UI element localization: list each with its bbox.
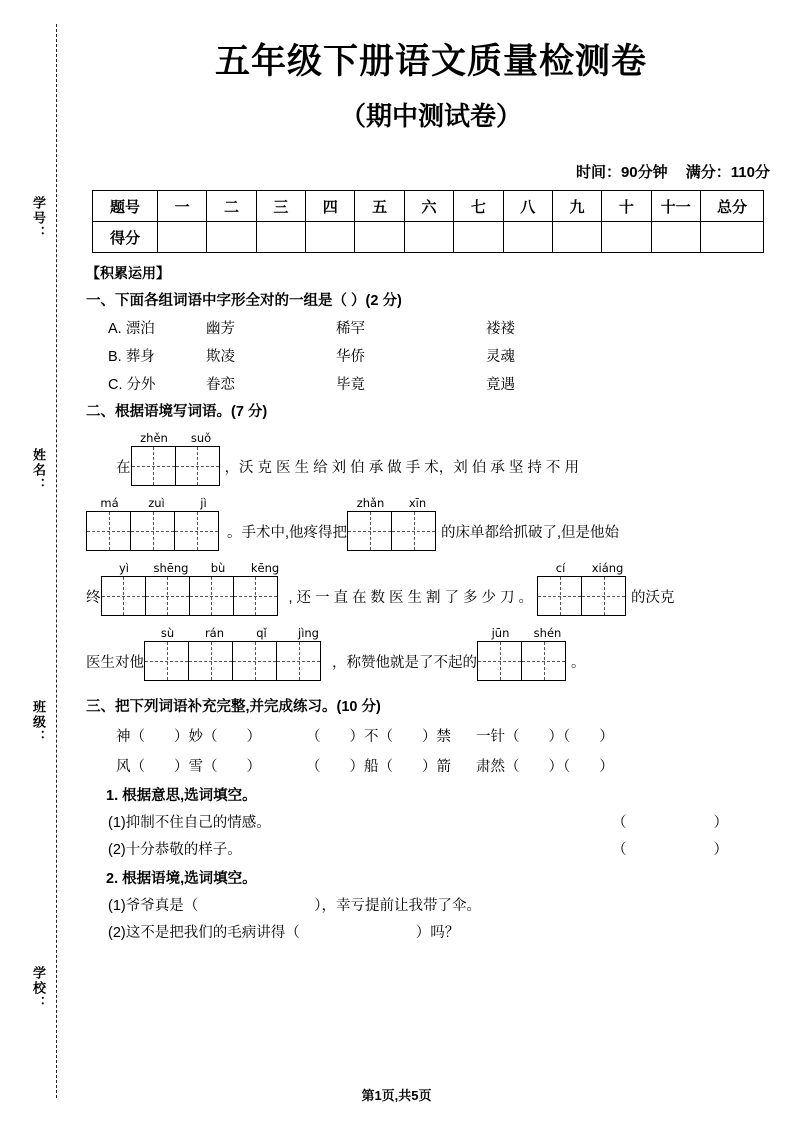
writing-cell[interactable] (174, 511, 219, 551)
option-c-label: C. 分外 (108, 377, 156, 393)
writing-cell[interactable] (233, 576, 278, 616)
page-footer: 第1页,共5页 (361, 1088, 432, 1103)
idiom-4[interactable]: 风（ ）雪（ ） (116, 759, 261, 775)
pinyin-yi: yì (118, 561, 129, 575)
q2-line-2-tail: 的床单都给抓破了,但是他始 (441, 525, 620, 541)
score-table-col-8: 八 (503, 191, 552, 222)
score-table-header-label: 题号 (93, 191, 158, 222)
exam-meta (86, 161, 776, 182)
writing-cell[interactable] (189, 576, 234, 616)
q3-sub1-item-1-text: (1)抑制不住自己的情感。 (108, 815, 271, 831)
section-tag-accumulation: 【积累运用】 (86, 265, 170, 281)
q2-line-2-grid-a[interactable] (86, 496, 227, 551)
score-cell-3[interactable] (256, 222, 305, 253)
pinyin-jun: jūn (491, 626, 510, 640)
pinyin-zhen: zhěn (140, 431, 168, 445)
q2-line-4-grid-a[interactable] (144, 626, 332, 681)
option-a-word-4: 褛褛 (486, 321, 515, 337)
q2-line-1-tail: ，沃 克 医 生 给 刘 伯 承 做 手 术，刘 伯 承 坚 持 不 用 (224, 460, 579, 476)
writing-cell[interactable] (130, 511, 175, 551)
pinyin-ma: má (100, 496, 119, 510)
q2-line-3-grid-a[interactable] (101, 561, 289, 616)
idiom-1[interactable]: 神（ ）妙（ ） (116, 729, 261, 745)
q2-line-3-grid-b[interactable] (537, 561, 631, 616)
pinyin-xin: xīn (408, 496, 427, 510)
score-cell-2[interactable] (207, 222, 256, 253)
q3-sub2-item-2[interactable] (86, 921, 776, 942)
idiom-6[interactable]: 肃然（ ）（ ） (476, 759, 614, 775)
writing-cell[interactable] (581, 576, 626, 616)
q2-line-3 (86, 561, 776, 616)
exam-time: 时间：90分钟 (575, 164, 668, 181)
score-cell-4[interactable] (306, 222, 355, 253)
writing-cell[interactable] (144, 641, 189, 681)
q2-line-2-grid-b[interactable] (347, 496, 441, 551)
idiom-5[interactable]: （ ）船（ ）箭 (306, 759, 451, 775)
writing-cell[interactable] (347, 511, 392, 551)
writing-cell[interactable] (101, 576, 146, 616)
pinyin-keng: kēng (250, 561, 280, 575)
option-b-word-2: 欺凌 (206, 349, 235, 365)
option-b-word-4: 灵魂 (486, 349, 515, 365)
score-table-col-3: 三 (256, 191, 305, 222)
pinyin-sheng: shēng (153, 561, 189, 575)
score-table-col-11: 十一 (651, 191, 700, 222)
score-table-col-9: 九 (552, 191, 601, 222)
side-label-student-id: 学号： (31, 196, 46, 241)
q2-line-3-mid: ,还一直在数医生割了多少刀。 (288, 590, 538, 606)
q2-line-3-tail: 的沃克 (631, 590, 675, 606)
idiom-3[interactable]: 一针（ ）（ ） (476, 729, 614, 745)
writing-cell[interactable] (145, 576, 190, 616)
q2-line-4-lead: 医生对他 (86, 655, 144, 671)
pinyin-xiang: xiáng (591, 561, 624, 575)
score-cell-7[interactable] (454, 222, 503, 253)
question-3-heading: 三、把下列词语补充完整,并完成练习。(10 分) (86, 699, 381, 715)
q2-line-4-mid: ，称赞他就是了不起的 (332, 655, 477, 671)
pinyin-zui: zuì (148, 496, 165, 510)
score-table-col-2: 二 (207, 191, 256, 222)
q2-line-1-lead: 在 (116, 460, 131, 476)
score-table-col-4: 四 (306, 191, 355, 222)
score-cell-11[interactable] (651, 222, 700, 253)
pinyin-shen: shén (533, 626, 562, 640)
pinyin-jing: jìng (298, 626, 319, 640)
question-1-heading: 一、下面各组词语中字形全对的一组是（ ）(2 分) (86, 293, 402, 309)
q3-sub2-item-2-text: (2)这不是把我们的毛病讲得（ ）吗？ (108, 925, 460, 941)
exam-total-score: 满分：110分 (685, 164, 770, 181)
writing-cell[interactable] (391, 511, 436, 551)
score-cell-8[interactable] (503, 222, 552, 253)
pinyin-zhan: zhǎn (356, 496, 385, 510)
q2-line-4 (86, 626, 776, 681)
q2-line-2-mid: 。手术中,他疼得把 (227, 525, 348, 541)
option-c-word-3: 毕竟 (336, 377, 365, 393)
pinyin-ji: jì (200, 496, 207, 510)
score-cell-1[interactable] (158, 222, 207, 253)
option-b-label: B. 葬身 (108, 349, 155, 365)
writing-cell[interactable] (86, 511, 131, 551)
table-row-question-numbers (93, 191, 764, 222)
pinyin-suo: suǒ (190, 431, 212, 445)
writing-cell[interactable] (537, 576, 582, 616)
score-cell-10[interactable] (602, 222, 651, 253)
score-table (92, 190, 764, 253)
question-1-option-b[interactable] (86, 345, 776, 366)
pinyin-qi: qǐ (256, 626, 267, 640)
score-cell-9[interactable] (552, 222, 601, 253)
option-a-word-2: 幽芳 (206, 321, 235, 337)
page-title: 五年级下册语文质量检测卷 (214, 41, 647, 82)
pinyin-ci: cí (555, 561, 566, 575)
option-a-label: A. 漂泊 (108, 321, 155, 337)
q2-line-4-grid-b[interactable] (477, 626, 571, 681)
pinyin-su: sù (160, 626, 175, 640)
score-table-total-header: 总分 (701, 191, 764, 222)
q2-line-3-lead: 终 (86, 590, 101, 606)
option-c-word-4: 竟遇 (486, 377, 515, 393)
pinyin-ran: rán (204, 626, 225, 640)
q3-fill-row-2[interactable] (86, 755, 776, 776)
q3-sub1-item-1-answer-blank[interactable]: （ ） (612, 815, 728, 831)
table-row-scores (93, 222, 764, 253)
score-table-score-label: 得分 (93, 222, 158, 253)
writing-cell[interactable] (188, 641, 233, 681)
writing-cell[interactable] (232, 641, 277, 681)
side-label-name: 姓名： (31, 448, 46, 493)
page-subtitle: （期中测试卷） (339, 102, 522, 132)
score-table-col-1: 一 (158, 191, 207, 222)
binding-dashed-line (56, 24, 57, 1098)
q3-sub2-item-1-text: (1)爷爷真是（ ），幸亏提前让我带了伞。 (108, 898, 481, 914)
writing-cell[interactable] (175, 446, 220, 486)
score-table-col-10: 十 (602, 191, 651, 222)
q2-line-2 (86, 496, 776, 551)
q2-line-4-tail: 。 (571, 655, 586, 671)
question-1-option-a[interactable] (86, 317, 776, 338)
page-content (86, 0, 776, 1122)
idiom-2[interactable]: （ ）不（ ）禁 (306, 729, 451, 745)
q2-line-1-grid[interactable] (131, 431, 225, 486)
option-a-word-3: 稀罕 (336, 321, 365, 337)
question-2-heading: 二、根据语境写词语。(7 分) (86, 404, 268, 420)
side-label-school: 学校： (31, 966, 46, 1011)
q3-sub2-heading: 2. 根据语境,选词填空。 (106, 871, 257, 887)
option-b-word-3: 华侨 (336, 349, 365, 365)
score-table-col-6: 六 (404, 191, 453, 222)
q3-sub2-item-1[interactable] (86, 894, 776, 915)
score-cell-6[interactable] (404, 222, 453, 253)
pinyin-bu: bù (210, 561, 226, 575)
q3-sub1-item-2[interactable] (86, 838, 776, 859)
q3-sub1-heading: 1. 根据意思,选词填空。 (106, 788, 257, 804)
score-table-col-7: 七 (454, 191, 503, 222)
side-label-class: 班级： (31, 700, 46, 745)
q2-line-1 (86, 431, 776, 486)
writing-cell[interactable] (131, 446, 176, 486)
q3-fill-row-1[interactable] (86, 725, 776, 746)
option-c-word-2: 眷恋 (206, 377, 235, 393)
score-cell-5[interactable] (355, 222, 404, 253)
q3-sub1-item-2-text: (2)十分恭敬的样子。 (108, 842, 242, 858)
q3-sub1-item-1[interactable] (86, 811, 776, 832)
score-table-col-5: 五 (355, 191, 404, 222)
writing-cell[interactable] (276, 641, 321, 681)
question-1-option-c[interactable] (86, 373, 776, 394)
q3-sub1-item-2-answer-blank[interactable]: （ ） (612, 842, 728, 858)
score-cell-total[interactable] (701, 222, 764, 253)
writing-cell[interactable] (477, 641, 522, 681)
writing-cell[interactable] (521, 641, 566, 681)
